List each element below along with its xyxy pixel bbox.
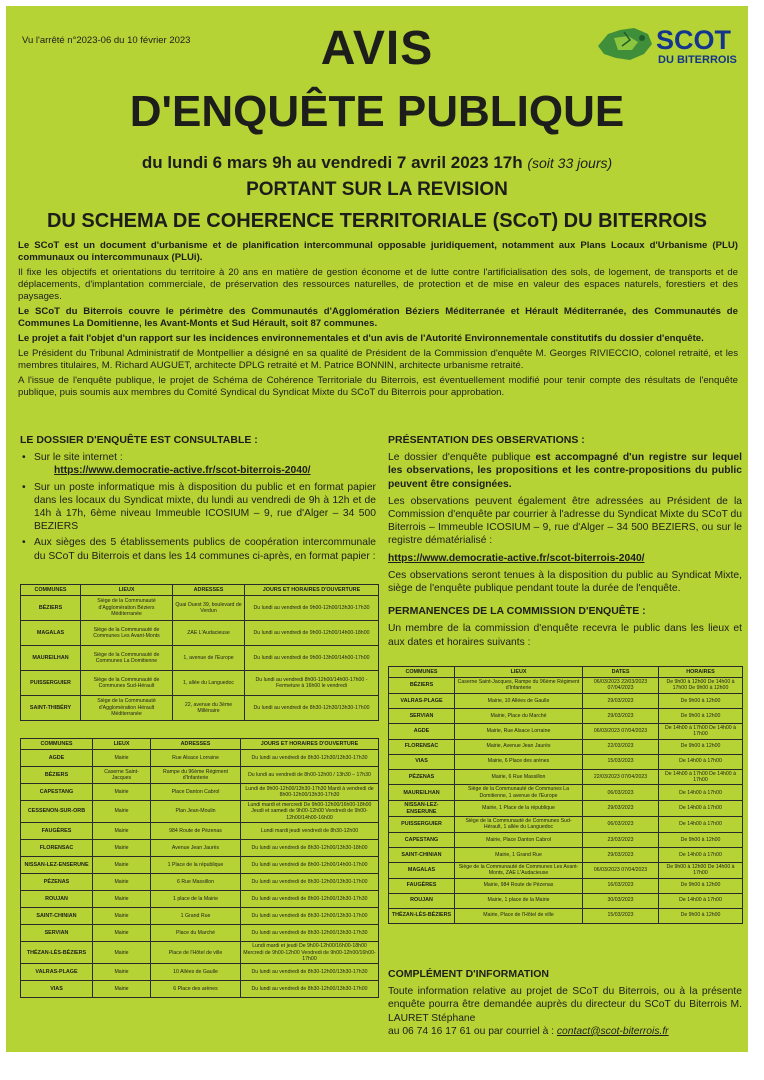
- table-cell: SERVIAN: [389, 708, 455, 723]
- table-row: [21, 823, 379, 840]
- table-cell: 23/03/2023: [583, 832, 659, 847]
- dossier-list: [20, 451, 376, 563]
- table-cell: De 14h00 à 17h00 De 14h00 à 17h00: [659, 769, 743, 785]
- table-cell: 15/03/2023: [583, 754, 659, 769]
- table-cell: CAPESTANG: [21, 784, 93, 801]
- table-cell: 06/03/2023: [583, 817, 659, 833]
- permanences-heading: PERMANENCES DE LA COMMISSION D'ENQUÊTE :: [388, 605, 646, 618]
- table-row: [389, 801, 743, 817]
- table-cell: De 14h00 à 17h00: [659, 785, 743, 801]
- table-cell: Du lundi au vendredi de 8h30-12h00/13h30-17h00: [241, 908, 379, 925]
- table-cell: AGDE: [389, 723, 455, 739]
- subtitle-scot: DU SCHEMA DE COHERENCE TERRITORIALE (SCoT) DU BITERROIS: [46, 210, 708, 232]
- dates-text: du lundi 6 mars 9h au vendredi 7 avril 2023 17h: [141, 153, 523, 172]
- table-cell: 29/03/2023: [583, 801, 659, 817]
- observations-p2: Les observations peuvent également être adressées au Président de la Commission d'enquête par courrier à l'adresse du Syndicat Mixte du SCoT du Biterrois – Immeuble ICOSIUM – 9, rue d'Alger – 34 500 BEZIERS, ou sur le registre dématérialisé :: [388, 495, 743, 547]
- table-cell: FLORENSAC: [389, 739, 455, 754]
- table-cell: Plan Jean-Moulin: [151, 801, 241, 823]
- table-cell: Du lundi au vendredi 8h00-12h00/14h00-17h00 - Fermeture à 16h00 le vendredi: [245, 671, 379, 696]
- table-cell: NISSAN-LEZ-ENSERUNE: [389, 801, 455, 817]
- table-header-cell: JOURS ET HORAIRES D'OUVERTURE: [245, 585, 379, 596]
- table-cell: SAINT-CHINIAN: [389, 847, 455, 862]
- table-row: [21, 801, 379, 823]
- table-cell: Mairie, Avenue Jean Jaurès: [455, 739, 583, 754]
- table-cell: Mairie: [93, 857, 151, 874]
- table-header-row: [21, 739, 379, 750]
- table-cell: SAINT-THIBÉRY: [21, 696, 81, 721]
- table-cell: PÉZENAS: [389, 769, 455, 785]
- table-cell: Mairie, 984 Route de Pézenas: [455, 878, 583, 893]
- complement-text: Toute information relative au projet de SCoT du Biterrois, ou à la présente enquête pourra être demandée auprès du directeur du SCoT du Biterrois M. LAURET Stéphane: [388, 986, 742, 1024]
- contact-email-link[interactable]: contact@scot-biterrois.fr: [556, 1025, 669, 1037]
- table-cell: Lundi de 9h00-12h00/13h30-17h30 Mardi à vendredi de 8h00-12h00/13h30-17h30: [241, 784, 379, 801]
- intro-text: [18, 240, 738, 402]
- table-cell: Mairie: [93, 840, 151, 857]
- table-cell: SERVIAN: [21, 925, 93, 942]
- observations-url-link[interactable]: https://www.democratie-active.fr/scot-biterrois-2040/: [388, 552, 645, 564]
- table-cell: PÉZENAS: [21, 874, 93, 891]
- permanences-text: Un membre de la commission d'enquête recevra le public dans les lieux et aux dates et horaires suivants :: [388, 623, 742, 648]
- table-cell: VALRAS-PLAGE: [21, 964, 93, 981]
- table-row: [389, 878, 743, 893]
- table-header-cell: HORAIRES: [659, 667, 743, 678]
- table-cell: Mairie: [93, 925, 151, 942]
- observations-p1: Le dossier d'enquête publique est accompagné d'un registre sur lequel les observations, les propositions et les contre-propositions du public peuvent être consignées.: [388, 452, 742, 490]
- table-cell: 15/03/2023: [583, 908, 659, 923]
- table-cell: Mairie: [93, 750, 151, 767]
- communes-table: [20, 738, 379, 998]
- table-row: [21, 784, 379, 801]
- table-cell: De 14h00 à 17h00 De 14h00 à 17h00: [659, 723, 743, 739]
- table-cell: Mairie, 6 Place des arènes: [455, 754, 583, 769]
- table-cell: THÉZAN-LÈS-BÉZIERS: [389, 908, 455, 923]
- table-cell: 1 Place de la république: [151, 857, 241, 874]
- table-cell: NISSAN-LEZ-ENSERUNE: [21, 857, 93, 874]
- complement-section: [388, 968, 742, 1038]
- dossier-heading: LE DOSSIER D'ENQUÊTE EST CONSULTABLE :: [20, 434, 258, 446]
- table-cell: De 9h00 à 12h00 De 14h00 à 17h00 De 9h00 à 12h00: [659, 678, 743, 694]
- table-cell: Rampe du 96ème Régiment d'Infanterie: [151, 767, 241, 784]
- table-row: [389, 769, 743, 785]
- enquete-dates: [6, 152, 748, 174]
- table-row: [21, 942, 379, 964]
- table-cell: 29/03/2023: [583, 708, 659, 723]
- table-cell: MAGALAS: [21, 621, 81, 646]
- table-cell: Lundi mardi et mercredi De 9h00-12h00/16h00-18h00 Jeudi et samedi de 9h00-12h00 Vendredi de 9h00-12h00/14h00-16h00: [241, 801, 379, 823]
- table-cell: De 14h00 à 17h00: [659, 847, 743, 862]
- table-cell: Place du Marché: [151, 925, 241, 942]
- table-cell: 22/03/2023: [583, 739, 659, 754]
- table-row: [21, 696, 379, 721]
- table-cell: SAINT-CHINIAN: [21, 908, 93, 925]
- table-row: [21, 981, 379, 998]
- table-cell: De 9h00 à 12h00: [659, 739, 743, 754]
- table-cell: Lundi mardi et jeudi De 9h00-12h00/16h00-18h00 Mercredi de 9h00-12h00 Vendredi de 9h00-12h00/16h00-17h00: [241, 942, 379, 964]
- table-cell: Mairie, 10 Allées de Gaulle: [455, 693, 583, 708]
- table-cell: Rue Alsace Lorraine: [151, 750, 241, 767]
- table-cell: Du lundi au vendredi de 9h00-12h00/13h30-17h30: [245, 596, 379, 621]
- table-cell: Du lundi au vendredi de 8h30-12h00/13h30-17h00: [241, 981, 379, 998]
- table-row: [21, 671, 379, 696]
- table-cell: VIAS: [389, 754, 455, 769]
- table-cell: PUISSERGUIER: [21, 671, 81, 696]
- table-cell: Place Danton Cabrol: [151, 784, 241, 801]
- table-cell: Siège de la Communauté de Communes Sud-Hérault: [81, 671, 173, 696]
- table-cell: Siège de la Communauté d'Agglomération Béziers Méditerranée: [81, 596, 173, 621]
- intro-paragraph: Le SCoT du Biterrois couvre le périmètre des Communautés d'Agglomération Béziers Méditerranée et Hérault Méditerranée, des Communautés de Communes La Domitienne, les Avant-Monts et Sud Hérault, soit 87 communes.: [18, 306, 738, 329]
- table-cell: De 14h00 à 17h00: [659, 754, 743, 769]
- map-region-icon: [594, 24, 656, 64]
- table-row: [389, 678, 743, 694]
- table-cell: Siège de la Communauté de Communes La Domitienne, 1 avenue de l'Europe: [455, 785, 583, 801]
- table-cell: 22, avenue du 3ème Millénaire: [173, 696, 245, 721]
- table-cell: De 9h00 à 12h00: [659, 693, 743, 708]
- table-cell: FAUGÈRES: [21, 823, 93, 840]
- table-cell: Mairie, 1 Grand Rue: [455, 847, 583, 862]
- intro-paragraph: Le Président du Tribunal Administratif de Montpellier a désigné en sa qualité de Président de la Commission d'enquête M. Georges RIVIECCIO, colonel retraité, et les membres titulaires, M. Richard AUGUET, architecte DPLG retraité et M. Patrice BONNIN, architecte urbanisme retraité.: [18, 348, 738, 371]
- table-cell: 29/03/2023: [583, 847, 659, 862]
- table-cell: Mairie, Place du Marché: [455, 708, 583, 723]
- table-row: [389, 832, 743, 847]
- observations-heading: PRÉSENTATION DES OBSERVATIONS :: [388, 434, 585, 446]
- table-cell: MAGALAS: [389, 862, 455, 878]
- table-cell: ROUJAN: [389, 893, 455, 908]
- table-header-cell: COMMUNES: [21, 739, 93, 750]
- table-row: [21, 908, 379, 925]
- complement-heading: COMPLÉMENT D'INFORMATION: [388, 968, 549, 980]
- table-row: [389, 708, 743, 723]
- table-header-cell: LIEUX: [81, 585, 173, 596]
- dossier-item-poste: • Sur un poste informatique mis à disposition du public et en format papier dans les locaux du Syndicat mixte, du lundi au vendredi de 9h à 12h et de 14h à 17h, 6ème niveau Immeuble ICOSIUM – 9, rue d'Alger – 34 500 BEZIERS: [20, 481, 376, 534]
- table-row: [21, 840, 379, 857]
- table-cell: Mairie: [93, 823, 151, 840]
- table-cell: Mairie: [93, 784, 151, 801]
- table-row: [389, 739, 743, 754]
- table-row: [21, 857, 379, 874]
- table-cell: De 14h00 à 17h00: [659, 801, 743, 817]
- table-cell: Du lundi au vendredi de 8h30-12h30/13h30-17h00: [245, 696, 379, 721]
- permanences-table: [388, 666, 743, 924]
- table-cell: Mairie, 1 place de la Mairie: [455, 893, 583, 908]
- title-enquete-publique: D'ENQUÊTE PUBLIQUE: [129, 87, 625, 136]
- intro-paragraph: Le SCoT est un document d'urbanisme et de planification intercommunal opposable juridiquement, notamment aux Plans Locaux d'Urbanisme (PLU) communaux ou intercommunaux (PLUi).: [18, 240, 738, 263]
- table-row: [21, 646, 379, 671]
- notice-poster: [6, 6, 748, 1052]
- dossier-item-sieges: • Aux sièges des 5 établissements publics de coopération intercommunale du SCoT du Biterrois et dans les 14 communes ci-après, en format papier :: [20, 536, 376, 562]
- table-row: [21, 874, 379, 891]
- dossier-item-internet: • Sur le site internet : https://www.democratie-active.fr/scot-biterrois-2040/: [20, 451, 376, 477]
- table-cell: 1, avenue de l'Europe: [173, 646, 245, 671]
- table-cell: Mairie: [93, 891, 151, 908]
- table-cell: 16/03/2023: [583, 878, 659, 893]
- table-row: [389, 847, 743, 862]
- table-cell: De 14h00 à 17h00: [659, 893, 743, 908]
- table-cell: Siège de la Communauté de Communes Les Avant-Monts, ZAE L'Audacieuse: [455, 862, 583, 878]
- table-cell: 06/03/2023: [583, 785, 659, 801]
- table-cell: AGDE: [21, 750, 93, 767]
- table-row: [21, 621, 379, 646]
- table-cell: PUISSERGUIER: [389, 817, 455, 833]
- table-row: [389, 893, 743, 908]
- table-cell: Du lundi au vendredi de 8h30-12h00/13h30-17h30: [241, 964, 379, 981]
- table-cell: De 9h00 à 12h00: [659, 832, 743, 847]
- table-cell: De 9h00 à 12h00: [659, 908, 743, 923]
- dossier-section: [20, 434, 376, 566]
- intro-paragraph: Le projet a fait l'objet d'un rapport sur les incidences environnementales et d'un avis de l'Autorité Environnementale constitutifs du dossier d'enquête.: [18, 333, 704, 344]
- table-cell: CESSENON-SUR-ORB: [21, 801, 93, 823]
- table-cell: Siège de la Communauté de Communes La Domitienne: [81, 646, 173, 671]
- table-cell: 1, allée du Languedoc: [173, 671, 245, 696]
- table-header-cell: LIEUX: [455, 667, 583, 678]
- table-cell: FLORENSAC: [21, 840, 93, 857]
- table-header-cell: ADRESSES: [173, 585, 245, 596]
- table-header-cell: COMMUNES: [21, 585, 81, 596]
- table-cell: Du lundi au vendredi de 8h00-12h00/13h30-17h30: [241, 891, 379, 908]
- table-cell: Mairie: [93, 908, 151, 925]
- table-cell: Du lundi au vendredi de 8h30-12h00/13h30-17h00: [241, 874, 379, 891]
- observations-p3: Ces observations seront tenues à la disposition du public au Syndicat Mixte, siège de l'enquête publique pendant toute la durée de l'enquête.: [388, 569, 742, 595]
- table-cell: 1 place de la Mairie: [151, 891, 241, 908]
- table-row: [389, 817, 743, 833]
- table-cell: Du lundi au vendredi de 9h00-12h00/14h00-18h00: [245, 621, 379, 646]
- table-header-row: [21, 585, 379, 596]
- table-cell: Caserne Saint-Jacques, Rampe du 96ème Régiment d'Infanterie: [455, 678, 583, 694]
- dates-note: (soit 33 jours): [527, 155, 613, 171]
- table-cell: Du lundi au vendredi de 8h00-12h00/14h00-17h00: [241, 857, 379, 874]
- table-cell: De 9h00 à 12h00: [659, 878, 743, 893]
- table-cell: Mairie: [93, 801, 151, 823]
- table-row: [21, 767, 379, 784]
- table-cell: De 9h00 à 12h00: [659, 708, 743, 723]
- title-avis: AVIS: [320, 22, 434, 75]
- table-cell: Du lundi au vendredi de 8h30-12h00/13h30-18h00: [241, 840, 379, 857]
- table-cell: Mairie, 6 Rue Massillon: [455, 769, 583, 785]
- table-cell: Place de l'Hôtel de ville: [151, 942, 241, 964]
- table-cell: BÉZIERS: [21, 767, 93, 784]
- table-cell: Siège de la Communauté de Communes Les Avant-Monts: [81, 621, 173, 646]
- table-cell: Mairie: [93, 964, 151, 981]
- table-row: [389, 693, 743, 708]
- table-cell: Du lundi au vendredi de 9h00-13h00/14h00-17h00: [245, 646, 379, 671]
- table-row: [21, 964, 379, 981]
- table-cell: 10 Allées de Gaulle: [151, 964, 241, 981]
- logo-text-biterrois: DU BITERROIS: [658, 54, 737, 66]
- table-cell: 6 Rue Massillon: [151, 874, 241, 891]
- table-header-cell: LIEUX: [93, 739, 151, 750]
- table-cell: 1 Grand Rue: [151, 908, 241, 925]
- table-cell: Mairie: [93, 981, 151, 998]
- table-cell: Du lundi au vendredi de 8h00-12h00 / 13h30 – 17h30: [241, 767, 379, 784]
- table-cell: 984 Route de Pézenas: [151, 823, 241, 840]
- table-cell: Siège de la Communauté de Communes Sud-Hérault, 1 allée du Languedoc: [455, 817, 583, 833]
- table-cell: 29/03/2023: [583, 693, 659, 708]
- table-cell: 06/03/2023 07/04/2023: [583, 723, 659, 739]
- table-cell: Mairie, Place Danton Cabrol: [455, 832, 583, 847]
- table-cell: THÉZAN-LÈS-BÉZIERS: [21, 942, 93, 964]
- table-cell: Mairie: [93, 942, 151, 964]
- intro-paragraph: A l'issue de l'enquête publique, le projet de Schéma de Cohérence Territoriale du Biterrois, est éventuellement modifié pour tenir compte des résultats de l'enquête publique, puis soumis aux membres du Comité Syndical du Syndicat Mixte du SCoT du Biterrois pour approbation.: [18, 375, 738, 398]
- table-cell: Lundi mardi jeudi vendredi de 8h30-12h00: [241, 823, 379, 840]
- table-cell: Avenue Jean Jaurès: [151, 840, 241, 857]
- table-cell: MAUREILHAN: [21, 646, 81, 671]
- table-cell: Mairie, Rue Alsace Lorraine: [455, 723, 583, 739]
- table-row: [21, 925, 379, 942]
- table-cell: BÉZIERS: [21, 596, 81, 621]
- table-row: [21, 596, 379, 621]
- table-cell: Mairie: [93, 874, 151, 891]
- observations-section: [388, 434, 742, 653]
- table-header-cell: DATES: [583, 667, 659, 678]
- table-cell: VIAS: [21, 981, 93, 998]
- table-cell: 22/03/2023 07/04/2023: [583, 769, 659, 785]
- intro-paragraph: Il fixe les objectifs et orientations du territoire à 20 ans en matière de gestion économe et de lutte contre l'artificialisation des sols, de logement, de transports et de déplacements, d'implantation commerciale, de préservation des ressources naturelles, de protection et de mise en valeur des espaces naturels, forestiers et des paysages.: [18, 267, 738, 302]
- table-row: [389, 908, 743, 923]
- table-cell: 30/03/2023: [583, 893, 659, 908]
- table-cell: Mairie, 1 Place de la république: [455, 801, 583, 817]
- logo-text-scot: SCOT: [656, 25, 732, 55]
- epci-table: [20, 584, 379, 721]
- table-cell: Caserne Saint-Jacques: [93, 767, 151, 784]
- table-cell: 06/03/2023 22/03/2023 07/04/2023: [583, 678, 659, 694]
- table-row: [389, 754, 743, 769]
- table-header-cell: JOURS ET HORAIRES D'OUVERTURE: [241, 739, 379, 750]
- table-cell: ROUJAN: [21, 891, 93, 908]
- table-header-cell: COMMUNES: [389, 667, 455, 678]
- table-cell: MAUREILHAN: [389, 785, 455, 801]
- table-header-cell: ADRESSES: [151, 739, 241, 750]
- scot-logo: [594, 20, 744, 72]
- table-cell: 6 Place des arènes: [151, 981, 241, 998]
- table-cell: Du lundi au vendredi de 8h30-12h30/13h30-17h30: [241, 750, 379, 767]
- table-cell: Mairie, Place de l'Hôtel de ville: [455, 908, 583, 923]
- table-cell: De 14h00 à 17h00: [659, 817, 743, 833]
- table-row: [21, 891, 379, 908]
- table-cell: ZAE L'Audacieuse: [173, 621, 245, 646]
- table-cell: Quai Ouest 39, boulevard de Verdun: [173, 596, 245, 621]
- table-cell: FAUGÈRES: [389, 878, 455, 893]
- table-row: [21, 750, 379, 767]
- subtitle-revision: PORTANT SUR LA REVISION: [246, 179, 508, 200]
- table-row: [389, 862, 743, 878]
- table-row: [389, 785, 743, 801]
- table-cell: Du lundi au vendredi de 8h30-12h00/13h30-17h30: [241, 925, 379, 942]
- table-row: [389, 723, 743, 739]
- complement-contact: au 06 74 16 17 61 ou par courriel à : contact@scot-biterrois.fr: [388, 1025, 669, 1037]
- table-cell: 06/03/2023 07/04/2023: [583, 862, 659, 878]
- table-cell: Siège de la Communauté d'Agglomération Hérault Méditerranée: [81, 696, 173, 721]
- arrete-reference: Vu l'arrêté n°2023-06 du 10 février 2023: [22, 35, 191, 46]
- table-cell: VALRAS-PLAGE: [389, 693, 455, 708]
- table-header-row: [389, 667, 743, 678]
- table-cell: De 9h00 à 12h00 De 14h00 à 17h00: [659, 862, 743, 878]
- table-cell: CAPESTANG: [389, 832, 455, 847]
- table-cell: BÉZIERS: [389, 678, 455, 694]
- dossier-url-link[interactable]: https://www.democratie-active.fr/scot-biterrois-2040/: [54, 465, 311, 477]
